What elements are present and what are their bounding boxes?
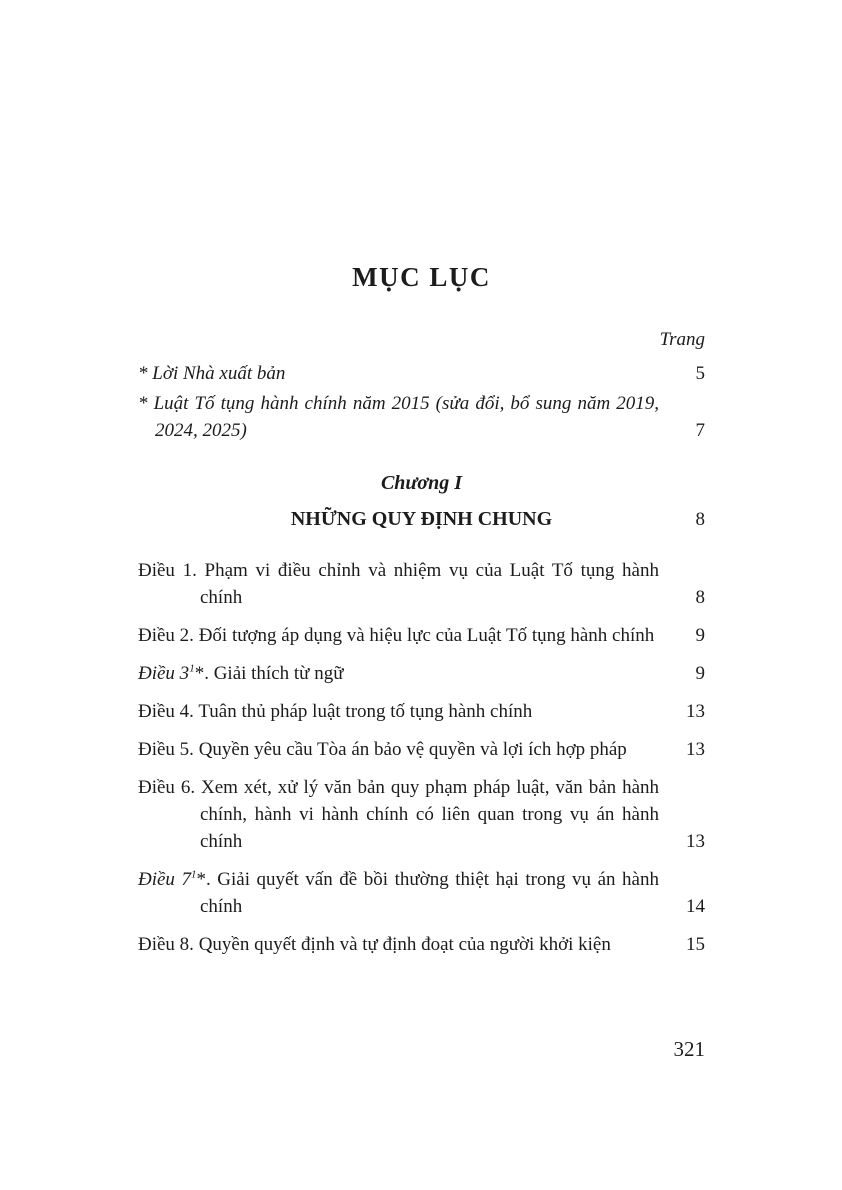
article-number: Điều 4. — [138, 701, 194, 722]
article-number: Điều 1. — [138, 560, 197, 581]
chapter-title: NHỮNG QUY ĐỊNH CHUNG — [290, 508, 553, 530]
footer-page-number: 321 — [673, 1037, 705, 1061]
front-matter-list — [138, 360, 705, 444]
chapter-heading-row — [138, 506, 705, 533]
article-title — [138, 698, 659, 725]
toc-entry — [138, 774, 705, 855]
toc-entry — [138, 931, 705, 958]
article-title — [138, 660, 659, 687]
article-text: Quyền yêu cầu Tòa án bảo vệ quyền và lợi ích hợp pháp — [193, 739, 627, 760]
article-text: Giải thích từ ngữ — [208, 663, 344, 684]
article-number: Điều 5. — [138, 739, 194, 760]
article-title — [138, 774, 659, 855]
article-page-number: 9 — [695, 663, 705, 684]
article-title — [138, 557, 659, 611]
article-text: Tuân thủ pháp luật trong tố tụng hành chính — [193, 701, 533, 722]
article-page-number: 14 — [686, 896, 705, 917]
article-page-number: 9 — [695, 625, 705, 646]
entry-page-number: 7 — [695, 420, 705, 441]
article-text: Quyền quyết định và tự định đoạt của người khởi kiện — [193, 934, 611, 955]
article-title — [138, 866, 659, 920]
page-column-header: Trang — [659, 329, 705, 350]
article-number: Điều 7 — [138, 869, 191, 890]
article-title — [138, 736, 659, 763]
entry-page-number: 5 — [695, 363, 705, 384]
article-page-number: 8 — [695, 587, 705, 608]
article-text: Đối tượng áp dụng và hiệu lực của Luật Tố tụng hành chính — [193, 625, 655, 646]
article-number-suffix: *. — [194, 663, 209, 684]
article-number: Điều 6. — [138, 777, 196, 798]
article-number-suffix: *. — [196, 869, 211, 890]
toc-entry — [138, 622, 705, 649]
article-page-number: 13 — [686, 701, 705, 722]
front-matter-entry — [138, 360, 705, 387]
article-title — [138, 931, 659, 958]
toc-entry — [138, 660, 705, 687]
article-text: Giải quyết vấn đề bồi thường thiệt hại trong vụ án hành chính — [200, 869, 659, 917]
article-page-number: 15 — [686, 934, 705, 955]
chapter-page-number: 8 — [695, 509, 705, 530]
article-text: Phạm vi điều chỉnh và nhiệm vụ của Luật Tố tụng hành chính — [196, 560, 659, 608]
entry-title: * Luật Tố tụng hành chính năm 2015 (sửa đổi, bổ sung năm 2019, 2024, 2025) — [138, 393, 659, 441]
page-title: MỤC LỤC — [352, 262, 491, 292]
toc-entry — [138, 557, 705, 611]
article-title — [138, 622, 659, 649]
toc-entry — [138, 866, 705, 920]
article-page-number: 13 — [686, 739, 705, 760]
chapter-number: Chương I — [380, 472, 463, 494]
front-matter-entry — [138, 390, 705, 444]
toc-entry — [138, 736, 705, 763]
footnote-marker: 1 — [190, 868, 197, 881]
footnote-marker: 1 — [189, 662, 195, 675]
article-page-number: 13 — [686, 831, 705, 852]
article-number: Điều 8. — [138, 934, 194, 955]
toc-entry — [138, 698, 705, 725]
article-number: Điều 3 — [138, 663, 190, 684]
article-text: Xem xét, xử lý văn bản quy phạm pháp luật, văn bản hành chính, hành vi hành chính có liên quan trong vụ án hành chính — [195, 777, 660, 852]
toc-article-list — [138, 557, 705, 958]
entry-title: * Lời Nhà xuất bản — [138, 363, 286, 384]
article-number: Điều 2. — [138, 625, 194, 646]
